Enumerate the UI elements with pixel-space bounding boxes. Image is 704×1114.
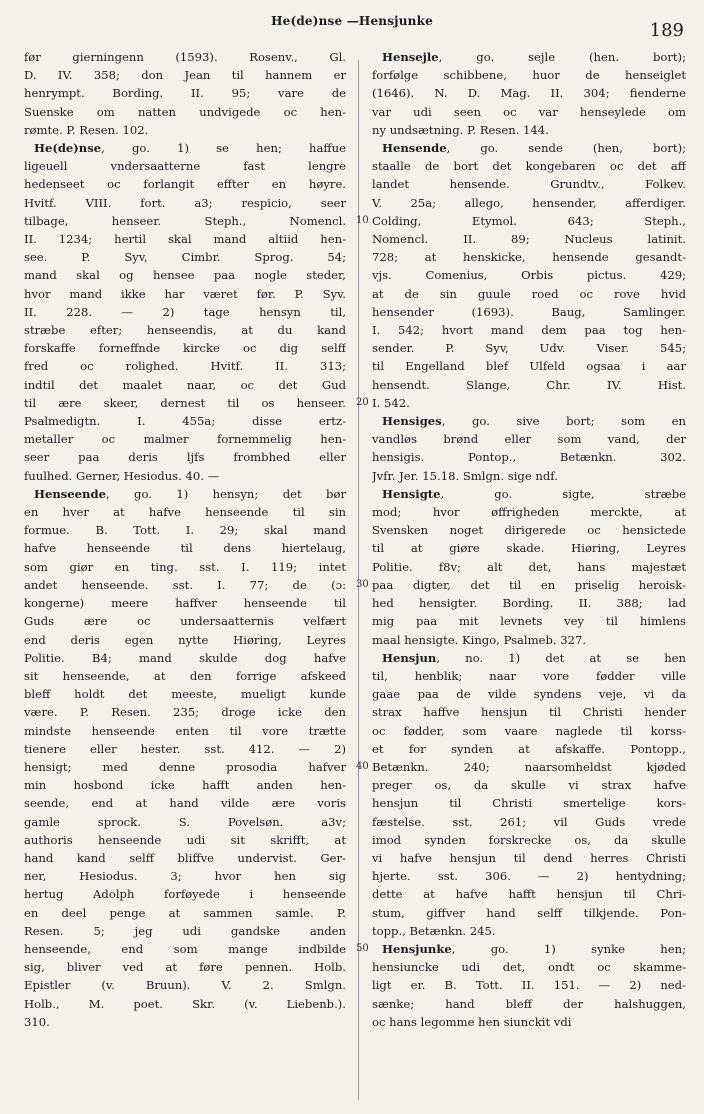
left-column-line: henseende, end som mange indbilde <box>24 941 346 956</box>
left-column <box>24 48 346 1108</box>
left-column-line: min hosbond icke hafft anden hen- <box>24 778 346 793</box>
left-column-line: ligeuell vndersaatterne fast lengre <box>24 159 346 174</box>
left-column-line: hand kand selff bliffve undervist. Ger- <box>24 850 346 865</box>
right-column-line: Hensende, go. sende (hen, bort); <box>382 141 686 156</box>
left-column-line: hensigt; med denne prosodia hafver <box>24 759 346 774</box>
page-number: 189 <box>649 20 684 41</box>
headword: Hensjunke <box>382 941 452 956</box>
right-column-line: fæstelse. sst. 261; vil Guds vrede <box>372 814 686 829</box>
right-column-line: stum, giffver hand selff tilkjende. Pon- <box>372 905 686 920</box>
left-column-line: Holb., M. poet. Skr. (v. Liebenb.). <box>24 996 346 1011</box>
left-column-line: stræbe efter; henseendis, at du kand <box>24 323 346 338</box>
right-column-line: Hensigte, go. sigte, stræbe <box>382 486 686 501</box>
left-column-line: hvor mand ikke har været før. P. Syv. <box>24 286 346 301</box>
headword: Hensiges <box>382 414 442 429</box>
left-column-line: indtil det maalet naar, oc det Gud <box>24 377 346 392</box>
left-column-line: D. IV. 358; don Jean til hannem er <box>24 68 346 83</box>
right-column <box>372 48 686 1108</box>
right-column-line: sender. P. Syv, Udv. Viser. 545; <box>372 341 686 356</box>
left-column-line: en deel penge at sammen samle. P. <box>24 905 346 920</box>
right-column-line: hensender (1693). Baug, Samlinger. <box>372 304 686 319</box>
line-number-marker: 50 <box>356 942 369 954</box>
right-column-line: til, henblik; naar vore fødder ville <box>372 668 686 683</box>
right-column-line: var udi seen oc var henseylede om <box>372 104 686 119</box>
left-column-line: Psalmedigtn. I. 455a; disse ertz- <box>24 414 346 429</box>
right-column-line: Hensejle, go. sejle (hen. bort); <box>382 50 686 64</box>
left-column-line: være. P. Resen. 235; droge icke den <box>24 705 346 720</box>
left-column-line: gamle sprock. S. Povelsøn. a3v; <box>24 814 346 829</box>
right-column-line: Betænkn. 240; naarsomheldst kjøded <box>372 759 686 774</box>
right-column-line: dette at hafve hafft hensjun til Chri- <box>372 887 686 902</box>
right-column-line: til Engelland blef Ulfeld ogsaa i aar <box>372 359 686 374</box>
headword: Hensende <box>382 141 447 156</box>
left-column-line: 310. <box>24 1014 50 1029</box>
right-column-line: Svensken noget dirigerede oc hensictede <box>372 523 686 538</box>
right-column-line: oc fødder, som vaare naglede til korss- <box>372 723 686 738</box>
left-column-line: II. 228. — 2) tage hensyn til, <box>24 304 346 319</box>
headword: He(de)nse <box>34 141 102 156</box>
left-column-line: fuulhed. Gerner, Hesiodus. 40. — <box>24 468 220 483</box>
left-column-line: see. P. Syv, Cimbr. Sprog. 54; <box>24 250 346 265</box>
right-column-line: topp., Betænkn. 245. <box>372 923 496 938</box>
left-column-line: Epistler (v. Bruun). V. 2. Smlgn. <box>24 978 346 993</box>
right-column-line: forfølge schibbene, huor de henseiglet <box>372 68 686 83</box>
left-column-line: Hvitf. VIII. fort. a3; respicio, seer <box>24 195 346 210</box>
left-column-line: authoris henseende udi sit skrifft, at <box>24 832 346 847</box>
left-column-line: Suenske om natten undvigede oc hen- <box>24 104 346 119</box>
line-number-marker: 20 <box>356 396 369 408</box>
left-column-line: sit henseende, at den forrige afskeed <box>24 668 346 683</box>
left-column-line: som giør en ting. sst. I. 119; intet <box>24 559 346 574</box>
line-number-marker: 40 <box>356 760 369 772</box>
left-column-line: hedenseet oc forlangit effter en høyre. <box>24 177 346 192</box>
left-column-line: en hver at hafve henseende til sin <box>24 505 346 520</box>
right-column-line: mod; hvor øffrigheden merckte, at <box>372 505 686 520</box>
left-column-line: Resen. 5; jeg udi gandske anden <box>24 923 346 938</box>
left-column-line: II. 1234; hertil skal mand altiid hen- <box>24 232 346 247</box>
right-column-line: ligt er. B. Tott. II. 151. — 2) ned- <box>372 978 686 993</box>
left-column-line: før gierningenn (1593). Rosenv., Gl. <box>24 50 346 64</box>
right-column-line: vjs. Comenius, Orbis pictus. 429; <box>372 268 686 283</box>
left-column-line: tienere eller hester. sst. 412. — 2) <box>24 741 346 756</box>
right-column-line: Hensiges, go. sive bort; som en <box>382 414 686 429</box>
right-column-line: Politie. f8v; alt det, hans majestæt <box>372 559 686 574</box>
right-column-line: maal hensigte. Kingo, Psalmeb. 327. <box>372 632 587 647</box>
right-column-line: Hensjun, no. 1) det at se hen <box>382 650 686 665</box>
right-column-line: Nomencl. II. 89; Nucleus latinit. <box>372 232 686 247</box>
left-column-line: kongerne) meere haffver henseende til <box>24 596 346 611</box>
right-column-line: landet hensende. Grundtv., Folkev. <box>372 177 686 192</box>
right-column-line: hensjun til Christi smertelige kors- <box>372 796 686 811</box>
left-column-line: mand skal og hensee paa nogle steder, <box>24 268 346 283</box>
right-column-line: (1646). N. D. Mag. II. 304; fienderne <box>372 86 686 101</box>
line-number-marker: 10 <box>356 214 369 226</box>
right-column-line: Hensjunke, go. 1) synke hen; <box>382 941 686 956</box>
right-column-line: at de sin guule roed oc rove hvid <box>372 286 686 301</box>
left-column-line: sig, bliver ved at føre pennen. Holb. <box>24 960 346 975</box>
right-column-line: ny undsætning. P. Resen. 144. <box>372 122 549 137</box>
right-column-line: Jvfr. Jer. 15.18. Smlgn. sige ndf. <box>372 468 558 483</box>
left-column-line: ner, Hesiodus. 3; hvor hen sig <box>24 869 346 884</box>
right-column-line: hensigis. Pontop., Betænkn. 302. <box>372 450 686 465</box>
right-column-line: hed hensigter. Bording. II. 388; lad <box>372 596 686 611</box>
left-column-line: hertug Adolph forføyede i henseende <box>24 887 346 902</box>
left-column-line: andet henseende. sst. I. 77; de (ɔ: <box>24 577 346 592</box>
left-column-line: rømte. P. Resen. 102. <box>24 122 149 137</box>
right-column-line: vi hafve hensjun til dend herres Christi <box>372 850 686 865</box>
right-column-line: strax haffve hensjun til Christi hender <box>372 705 686 720</box>
right-column-line: sænke; hand bleff der halshuggen, <box>372 996 686 1011</box>
left-column-line: tilbage, henseer. Steph., Nomencl. <box>24 213 346 228</box>
right-column-line: hensendt. Slange, Chr. IV. Hist. <box>372 377 686 392</box>
headword: Hensigte <box>382 486 441 501</box>
left-column-line: forskaffe forneffnde kircke oc dig selff <box>24 341 346 356</box>
left-column-line: til ære skeer, dernest til os henseer. <box>24 395 346 410</box>
right-column-line: et for synden at afskaffe. Pontopp., <box>372 741 686 756</box>
line-number-marker: 30 <box>356 578 369 590</box>
right-column-line: I. 542; hvort mand dem paa tog hen- <box>372 323 686 338</box>
left-column-line: bleff holdt det meeste, mueligt kunde <box>24 687 346 702</box>
right-column-line: staalle de bort det kongebaren oc det aff <box>372 159 686 174</box>
left-column-line: mindste henseende enten til vore trætte <box>24 723 346 738</box>
left-column-line: hafve henseende til dens hiertelaug, <box>24 541 346 556</box>
right-column-line: til at giøre skade. Hiøring, Leyres <box>372 541 686 556</box>
left-column-line: end deris egen nytte Hiøring, Leyres <box>24 632 346 647</box>
right-column-line: mig paa mit levnets vey til himlens <box>372 614 686 629</box>
left-column-line: metaller oc malmer fornemmelig hen- <box>24 432 346 447</box>
right-column-line: 728; at henskicke, hensende gesandt- <box>372 250 686 265</box>
left-column-line: seer paa deris ljfs frombhed eller <box>24 450 346 465</box>
headword: Henseende <box>34 486 106 501</box>
left-column-line: Guds ære oc undersaatternis velfært <box>24 614 346 629</box>
running-head: He(de)nse —Hensjunke <box>271 14 433 28</box>
right-column-line: oc hans legomme hen siunckit vdi <box>372 1014 572 1029</box>
right-column-line: Colding, Etymol. 643; Steph., <box>372 213 686 228</box>
right-column-line: preger os, da skulle vi strax hafve <box>372 778 686 793</box>
right-column-line: vandløs brønd eller som vand, der <box>372 432 686 447</box>
left-column-line: Henseende, go. 1) hensyn; det bør <box>34 486 346 501</box>
right-column-line: I. 542. <box>372 395 410 410</box>
right-column-line: imod synden forskrecke os, da skulle <box>372 832 686 847</box>
left-column-line: formue. B. Tott. I. 29; skal mand <box>24 523 346 538</box>
right-column-line: paa digter, det til en priselig heroisk- <box>372 577 686 592</box>
page-header <box>0 10 704 50</box>
right-column-line: V. 25a; allego, hensender, afferdiger. <box>372 195 686 210</box>
left-column-line: fred oc rolighed. Hvitf. II. 313; <box>24 359 346 374</box>
right-column-line: gaae paa de vilde syndens veje, vi da <box>372 687 686 702</box>
left-column-line: Politie. B4; mand skulde dog hafve <box>24 650 346 665</box>
left-column-line: henrympt. Bording. II. 95; vare de <box>24 86 346 101</box>
headword: Hensjun <box>382 650 437 665</box>
right-column-line: hjerte. sst. 306. — 2) hentydning; <box>372 869 686 884</box>
left-column-line: He(de)nse, go. 1) se hen; haffue <box>34 141 346 156</box>
left-column-line: seende, end at hand vilde ære voris <box>24 796 346 811</box>
headword: Hensejle <box>382 50 439 64</box>
right-column-line: hensiuncke udi det, ondt oc skamme- <box>372 960 686 975</box>
